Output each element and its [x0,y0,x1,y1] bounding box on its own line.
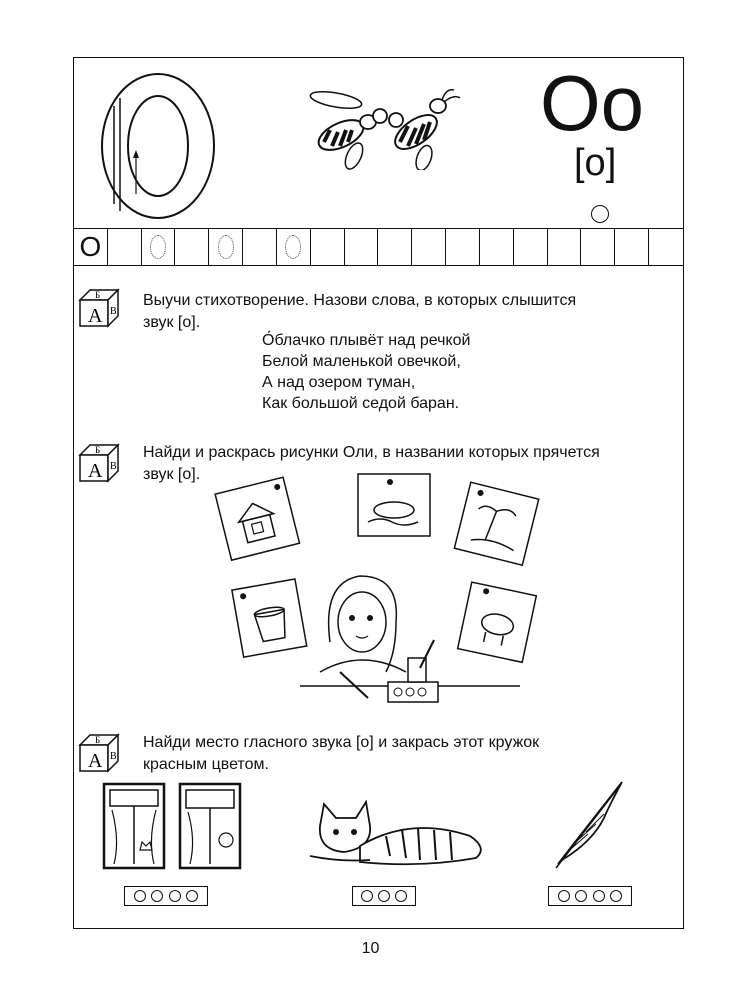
sound-scheme-feather[interactable] [548,886,632,906]
svg-text:В: В [110,461,117,472]
grid-cell[interactable] [615,229,649,265]
sound-circle[interactable] [575,890,587,902]
svg-text:В: В [110,306,117,317]
abc-block-icon [78,733,148,773]
sound-circle[interactable] [169,890,181,902]
grid-cell[interactable] [243,229,277,265]
grid-cell[interactable] [74,229,108,265]
feather-illustration [548,778,628,874]
grid-cell[interactable] [514,229,548,265]
svg-text:А: А [88,460,103,482]
task3-instruction: Найди место гласного звука [о] и закрась этот кружок красным цветом. [143,734,540,773]
sound-circle[interactable] [151,890,163,902]
sound-scheme-cat[interactable] [352,886,416,906]
sound-circle[interactable] [378,890,390,902]
poem-line: Белой маленькой овечкой, [262,353,461,370]
sound-circle[interactable] [395,890,407,902]
grid-divider [74,265,683,266]
svg-text:В: В [110,751,117,762]
sound-circle[interactable] [134,890,146,902]
grid-cell[interactable] [412,229,446,265]
grid-cell[interactable] [175,229,209,265]
grid-sample-letter: O [79,231,102,262]
sound-circle[interactable] [593,890,605,902]
grid-cell[interactable] [277,229,311,265]
sound-transcription: [о] [574,142,617,184]
svg-text:Б: Б [95,445,101,455]
grid-cell[interactable] [649,229,683,265]
svg-text:А: А [88,750,103,772]
svg-text:Б: Б [95,735,101,745]
grid-cell[interactable] [209,229,243,265]
grid-cell[interactable] [548,229,582,265]
sound-scheme-window[interactable] [124,886,208,906]
abc-block-icon [78,288,148,328]
sound-circle[interactable] [361,890,373,902]
poem-line: Как большой седой баран. [262,395,460,412]
dotted-letter-trace [150,235,166,259]
grid-cell[interactable] [446,229,480,265]
big-letter-o-outline [92,66,226,222]
poem [262,330,470,414]
grid-cell[interactable] [480,229,514,265]
letters-uppercase-lowercase: Оо [540,59,645,147]
svg-text:Б: Б [95,290,101,300]
dotted-letter-trace [285,235,301,259]
abc-block-icon [78,443,148,483]
grid-cell[interactable] [142,229,176,265]
poem-line: О́блачко плывёт над речкой [262,332,471,349]
task1-instruction: Выучи стихотворение. Назови слова, в которых слышится звук [о]. [143,292,577,331]
sound-circle[interactable] [186,890,198,902]
cat-illustration [300,796,492,874]
girl-drawing-illustration [210,472,540,712]
dotted-letter-trace [218,235,234,259]
poem-line: А над озером туман, [262,374,416,391]
grid-cell[interactable] [581,229,615,265]
grid-cell[interactable] [345,229,379,265]
task2-instruction: Найди и раскрась рисунки Оли, в названии которых прячется звук [о]. [143,444,600,483]
page-number: 10 [361,940,380,957]
writing-practice-grid[interactable] [74,229,683,265]
grid-cell[interactable] [311,229,345,265]
grid-cell[interactable] [108,229,142,265]
vowel-sound-circle[interactable] [591,205,609,223]
sound-circle[interactable] [610,890,622,902]
bees-illustration [296,80,466,170]
windows-illustration [100,780,250,872]
grid-cell[interactable] [378,229,412,265]
svg-text:А: А [88,305,103,327]
sound-circle[interactable] [558,890,570,902]
